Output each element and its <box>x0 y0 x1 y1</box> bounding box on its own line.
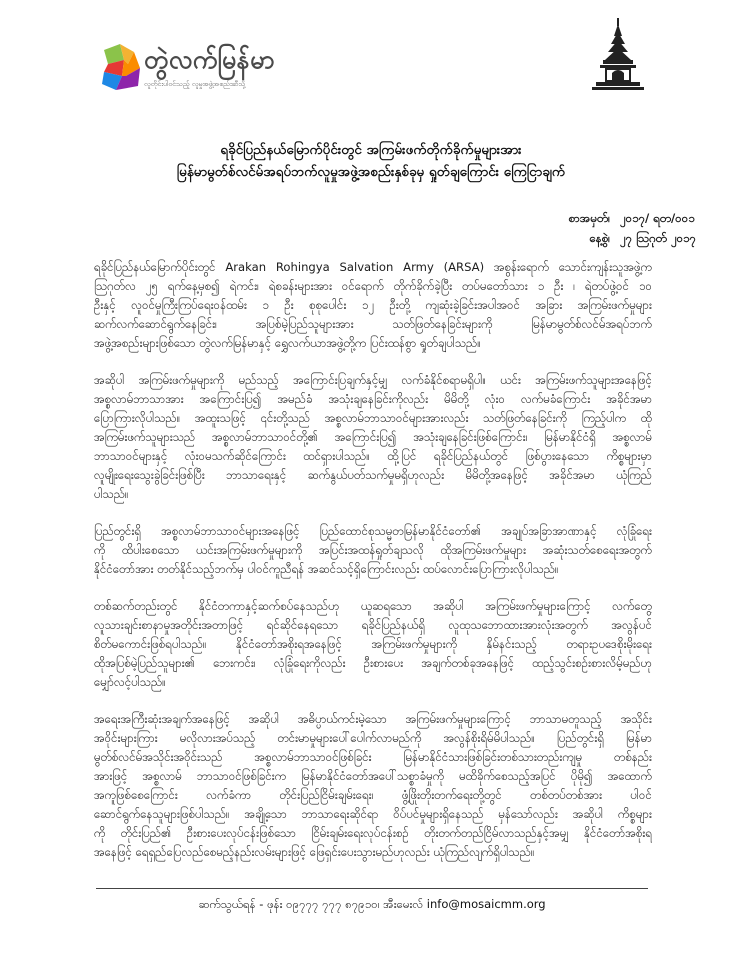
date-value: ၂၇ ဩဂုတ် ၂၀၁၇ <box>620 231 696 245</box>
reference-number-value: ၂၀၁၇/ ရတ/၀၀၁ <box>620 211 695 225</box>
paragraph-line: ဆက်လက်ဆောင်ရွက်နေခြင်း၊ အပြစ်မဲ့ပြည်သူများအား သတ်ဖြတ်နေခြင်းများကို မြန်မာမွတ်စ်လင်မ်အရပ်ဘက် <box>94 317 652 331</box>
paragraph-line: အကြမ်းဖက်သူများသည် အစ္စလာမ်ဘာသာဝင်တို့၏ အကြောင်းပြ၍ အသုံးချနေခြင်းဖြစ်ကြောင်း၊ မြန်မာနိုင်ငံရှိ အစ္စလာမ် <box>94 430 652 444</box>
paragraph-line: အကူဖြစ်စေကြောင်း လက်ခံကာ တိုင်းပြည်ငြိမ်းချမ်းရေး၊ ဖွံ့ဖြိုးတိုးတက်ရေးတို့တွင် တစ်တပ်တစ်အား ပါဝင် <box>94 788 652 802</box>
organization-tagline: လူတိုင်းပါဝင်သည့် လူမှုအဖွဲ့အစည်းဆီသို့ <box>144 80 246 88</box>
paragraph-line: အဝိုင်းများကြား မလိုလားအပ်သည့် တင်းမာမှုများပေါ်ပေါက်လာမည်ကို အလွန်စိုးရိမ်မိပါသည်။ ပြည်တွင်းရှိ မြန်မာ <box>94 731 652 745</box>
paragraph-line: မျှော်လင့်ပါသည်။ <box>94 675 166 689</box>
paragraph-line: ဦးနှင့် လူဝင်မှုကြီးကြပ်ရေးဝန်ထမ်း ၁ ဦး စုစုပေါင်း ၁၂ ဦးတို့ ကျဆုံးခဲ့ခြင်းအပါအဝင် အခြား အကြမ်းဖက်မှုများ <box>94 298 652 312</box>
paragraph-line: ဩဂုတ်လ ၂၅ ရက်နေ့မှစ၍ ရဲကင်း၊ ရဲစခန်းများအား ဝင်ရောက် တိုက်ခိုက်ခဲ့ပြီး တပ်မတော်သား ၁ ဦး ၊ ရဲတပ်ဖွဲ့ဝင် ၁၀ <box>94 279 652 293</box>
paragraph-line: ရခိုင်ပြည်နယ်မြောက်ပိုင်းတွင် Arakan Rohingya Salvation Army (ARSA) အစွန်းရောက် သောင်းကျန်းသူအဖွဲ့က <box>94 260 652 274</box>
paragraph-line: မွတ်စ်လင်မ်အသိုင်းအဝိုင်းသည် အစ္စလာမ်ဘာသာဝင်ဖြစ်ခြင်း မြန်မာနိုင်ငံသားဖြစ်ခြင်းတစ်သားတည်းကျမှု တစ်နည်း <box>94 750 652 764</box>
paragraph-line: ပါသည်။ <box>94 487 129 501</box>
statement-title <box>90 139 652 183</box>
body-paragraph <box>94 597 652 692</box>
paragraph-line: အစ္စလာမ်ဘာသာအား အကြောင်းပြ၍ အမည်ခံ အသုံးချနေခြင်းကိုလည်း မိမိတို့ လုံးဝ လက်မခံကြောင်း အခိုင်အမာ <box>94 392 652 406</box>
paragraph-line: လူသားချင်းစာနာမှုအတိုင်းအတာဖြင့် ရင်ဆိုင်နေရသော ရခိုင်ပြည်နယ်ရှိ လူထုသဘောထားအားလုံးအတွက် အလွန်ပင် <box>94 618 652 632</box>
reference-number-row <box>540 208 715 228</box>
date-label: နေ့စွဲ၊ <box>589 231 610 245</box>
paragraph-line: အဖွဲ့အစည်းများဖြစ်သော တွဲလက်မြန်မာနှင့် ရွှေလက်ယာအဖွဲ့တို့က ပြင်းထန်စွာ ရှုတ်ချပါသည်။ <box>94 336 481 350</box>
date-row <box>540 228 715 248</box>
paragraph-line: အနေဖြင့် ရေရှည်ပြေလည်စေမည့်နည်းလမ်းများဖြင့် ဖြေရှင်းပေးသွားမည်ဟုလည်း ယုံကြည်လျက်ရှိပါသည်။ <box>94 845 535 859</box>
paragraph-line: ကို တိုင်းပြည်၏ ဦးစားပေးလုပ်ငန်းဖြစ်သော ငြိမ်းချမ်းရေးလုပ်ငန်းစဉ် တိုးတက်တည်ငြိမ်လာသည်နှင့်အမျှ နိုင်ငံတော်အစိုးရ <box>94 826 652 840</box>
paragraph-line: အဆိုပါ အကြမ်းဖက်မှုများကို မည်သည့် အကြောင်းပြချက်နှင့်မျှ လက်ခံနိုင်စရာမရှိပါ။ ယင်း အကြမ်းဖက်သူများအနေဖြင့် <box>94 373 652 387</box>
paragraph-line: လူမျိုးရေးသွေးခွဲခြင်းဖြစ်ပြီး ဘာသာရေးနှင့် ဆက်နွယ်ပတ်သက်မှုမရှိဟုလည်း မိမိတို့အနေဖြင့် အခိုင်အမာ ယုံကြည် <box>94 468 652 482</box>
body-paragraph <box>94 258 652 353</box>
reference-block <box>540 208 715 248</box>
paragraph-line: တစ်ဆက်တည်းတွင် နိုင်ငံတကာနှင့်ဆက်စပ်နေသည်ဟု ယူဆရသော အဆိုပါ အကြမ်းဖက်မှုများကြောင့် လက်တွေ့ <box>94 599 652 613</box>
paragraph-line: အရေးအကြီးဆုံးအချက်အနေဖြင့် အဆိုပါ အဓိပ္ပာယ်ကင်းမဲ့သော အကြမ်းဖက်မှုများကြောင့် ဘာသာမတူသည့် အသိုင်း <box>94 712 652 726</box>
paragraph-line: ဘာသာဝင်များနှင့် လုံးဝမသက်ဆိုင်ကြောင်း ထင်ရှားပါသည်။ ထို့ပြင် ရခိုင်ပြည်နယ်တွင် ဖြစ်ပွားနေသော ကိစ္စများမှာ <box>94 449 652 463</box>
contact-footer: ဆက်သွယ်ရန် - ဖုန်း ၀၉၇၇၇ ၇၇၇ ၈၇၉၁၀၊ အီးမေးလ် info@mosaicmm.org <box>198 897 546 911</box>
pagoda-emblem-icon <box>592 18 644 90</box>
body-paragraph <box>94 371 652 504</box>
title-line: မြန်မာမွတ်စ်လင်မ်အရပ်ဘက်လူမှုအဖွဲ့အစည်းနှစ်ခုမှ ရှုတ်ချကြောင်း ကြေငြာချက် <box>176 164 566 180</box>
paragraph-line: ကို ထိပါးစေသော ယင်းအကြမ်းဖက်မှုများကို အပြင်းအထန်ရှုတ်ချသလို ထိုအကြမ်းဖက်မှုများ အဆုံးသတ်စေရေးအတွက် <box>94 543 652 557</box>
footer-divider <box>96 888 648 889</box>
paragraph-line: နိုင်ငံတော်အား တတ်နိုင်သည့်ဘက်မှ ပါဝင်ကူညီရန် အဆင်သင့်ရှိကြောင်းလည်း ထပ်လောင်းပြောကြားလိုပါသည်။ <box>94 562 559 576</box>
reference-number-label: စာအမှတ်၊ <box>568 211 610 225</box>
paragraph-line: ပြောကြားလိုပါသည်။ အထူးသဖြင့် ၎င်းတို့သည် အစ္စလာမ်ဘာသာဝင်များအားလည်း သတ်ဖြတ်နေခြင်းကို ကြည့်ပါက ထို <box>94 411 652 425</box>
paragraph-line: ပြည်တွင်းရှိ အစ္စလာမ်ဘာသာဝင်များအနေဖြင့် ပြည်ထောင်စုသမ္မတမြန်မာနိုင်ငံတော်၏ အချုပ်အခြာအာဏာနှင့် လုံခြုံရေး <box>94 524 652 538</box>
body-paragraph <box>94 522 652 579</box>
paragraph-line: စိတ်မကောင်းဖြစ်ရပါသည်။ နိုင်ငံတော်အစိုးရအနေဖြင့် အကြမ်းဖက်မှုများကို နှိမ်နင်းသည့် တရားဥပဒေစိုးမိုးရေး <box>94 637 652 651</box>
statement-body <box>94 258 652 880</box>
paragraph-line: ဆောင်ရွက်နေသူများဖြစ်ပါသည်။ အချို့သော ဘာသာရေးဆိုင်ရာ ဝိပ်ပင်မှုများရှိနေသည် မှန်သော်လည်း အဆိုပါ ကိစ္စများ <box>94 807 652 821</box>
mosaic-logo-icon <box>100 42 142 94</box>
paragraph-line: အားဖြင့် အစ္စလာမ် ဘာသာဝင်ဖြစ်ခြင်းက မြန်မာနိုင်ငံတော်အပေါ်သစ္စာခံမှုကို မထိခိုက်စေသည့်အပြင် ပိုမို၍ အထောက် <box>94 769 652 783</box>
body-paragraph <box>94 710 652 862</box>
paragraph-line: ထိုအပြစ်မဲ့ပြည်သူများ၏ ဘေးကင်း၊ လုံခြုံရေးကိုလည်း ဦးစားပေး အချက်တစ်ခုအနေဖြင့် ထည့်သွင်းစဉ်းစားလိမ့်မည်ဟု <box>94 656 652 670</box>
organization-logo <box>100 42 330 102</box>
title-line: ရခိုင်ပြည်နယ်မြောက်ပိုင်းတွင် အကြမ်းဖက်တိုက်ခိုက်မှုများအား <box>220 142 522 158</box>
organization-name: တွဲလက်မြန်မာ <box>144 45 276 74</box>
